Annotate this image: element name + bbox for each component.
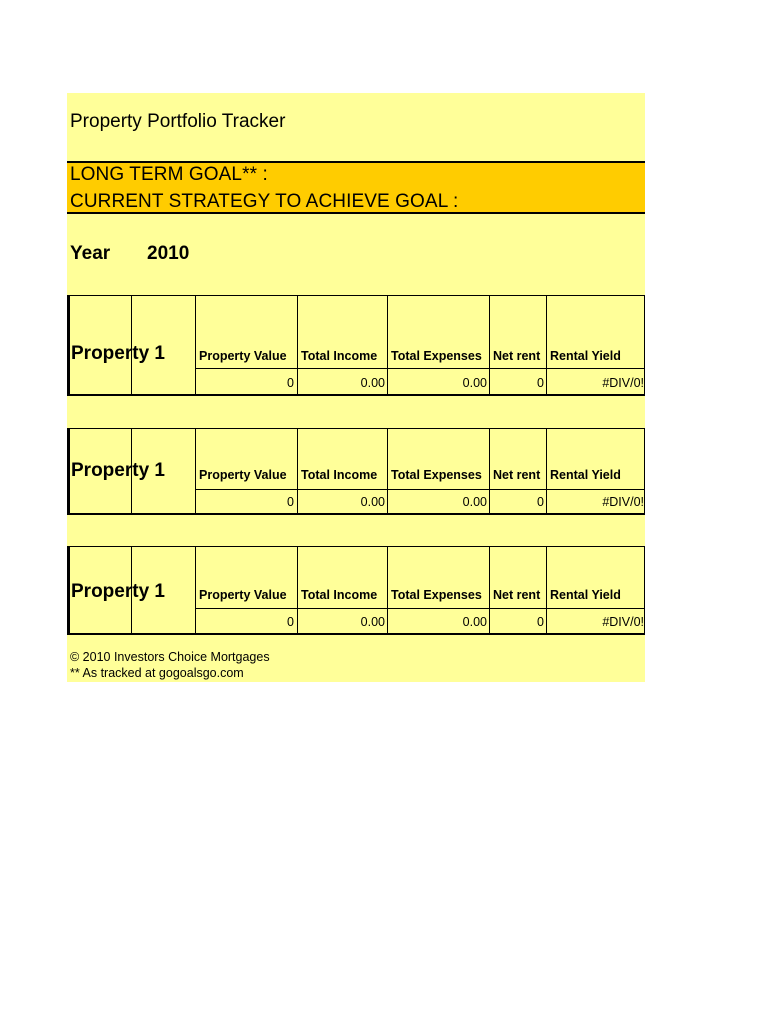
net-rent-cell[interactable]: 0 bbox=[537, 615, 544, 629]
property-block bbox=[67, 295, 645, 396]
header-total-expenses: Total Expenses bbox=[391, 468, 482, 482]
property-name: Property 1 bbox=[71, 460, 165, 481]
header-total-expenses: Total Expenses bbox=[391, 588, 482, 602]
header-net-rent: Net rent bbox=[493, 349, 541, 363]
total-expenses-cell[interactable]: 0.00 bbox=[462, 495, 487, 509]
net-rent-cell[interactable]: 0 bbox=[537, 376, 544, 390]
row-divider bbox=[195, 368, 644, 369]
rental-yield-cell[interactable]: #DIV/0! bbox=[602, 615, 644, 629]
spreadsheet-area bbox=[67, 93, 645, 682]
strategy-label: CURRENT STRATEGY TO ACHIEVE GOAL : bbox=[70, 191, 459, 212]
header-total-income: Total Income bbox=[301, 468, 378, 482]
year-value[interactable]: 2010 bbox=[147, 243, 190, 264]
total-income-cell[interactable]: 0.00 bbox=[360, 376, 385, 390]
total-income-cell[interactable]: 0.00 bbox=[360, 615, 385, 629]
header-property-value: Property Value bbox=[199, 468, 287, 482]
total-expenses-cell[interactable]: 0.00 bbox=[462, 376, 487, 390]
header-property-value: Property Value bbox=[199, 349, 287, 363]
header-property-value: Property Value bbox=[199, 588, 287, 602]
tracking-note: ** As tracked at gogoalsgo.com bbox=[70, 666, 244, 680]
property-value-cell[interactable]: 0 bbox=[287, 495, 294, 509]
header-rental-yield: Rental Yield bbox=[550, 588, 621, 602]
goal-band bbox=[67, 161, 645, 214]
header-rental-yield: Rental Yield bbox=[550, 349, 621, 363]
property-value-cell[interactable]: 0 bbox=[287, 615, 294, 629]
copyright-note: © 2010 Investors Choice Mortgages bbox=[70, 650, 270, 664]
year-label: Year bbox=[70, 243, 111, 264]
page-title: Property Portfolio Tracker bbox=[70, 111, 286, 132]
rental-yield-cell[interactable]: #DIV/0! bbox=[602, 495, 644, 509]
property-name: Property 1 bbox=[71, 343, 165, 364]
total-expenses-cell[interactable]: 0.00 bbox=[462, 615, 487, 629]
row-divider bbox=[195, 608, 644, 609]
property-name: Property 1 bbox=[71, 581, 165, 602]
header-rental-yield: Rental Yield bbox=[550, 468, 621, 482]
total-income-cell[interactable]: 0.00 bbox=[360, 495, 385, 509]
header-total-income: Total Income bbox=[301, 349, 378, 363]
property-block bbox=[67, 428, 645, 515]
header-total-expenses: Total Expenses bbox=[391, 349, 482, 363]
long-term-goal-label: LONG TERM GOAL** : bbox=[70, 164, 268, 185]
property-value-cell[interactable]: 0 bbox=[287, 376, 294, 390]
header-net-rent: Net rent bbox=[493, 468, 541, 482]
row-divider bbox=[195, 489, 644, 490]
net-rent-cell[interactable]: 0 bbox=[537, 495, 544, 509]
rental-yield-cell[interactable]: #DIV/0! bbox=[602, 376, 644, 390]
header-net-rent: Net rent bbox=[493, 588, 541, 602]
header-total-income: Total Income bbox=[301, 588, 378, 602]
property-block bbox=[67, 546, 645, 635]
